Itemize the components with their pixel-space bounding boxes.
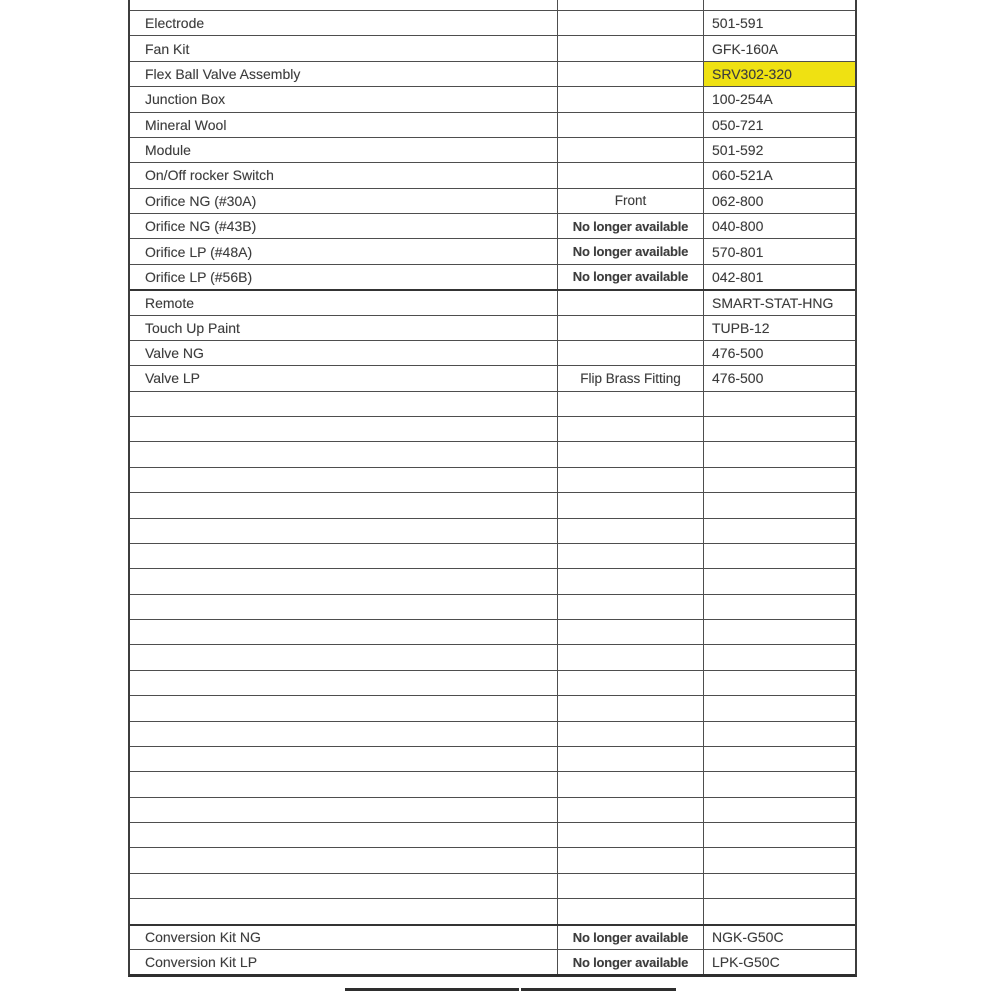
part-number-cell: 062-800 bbox=[712, 192, 764, 209]
part-number-cell-highlighted: SRV302-320 bbox=[704, 62, 855, 86]
note-cell bbox=[558, 113, 704, 137]
part-name-cell: Electrode bbox=[130, 11, 558, 35]
note-cell bbox=[558, 0, 704, 10]
part-number-cell bbox=[704, 747, 855, 771]
part-name-cell bbox=[130, 0, 558, 10]
part-number-cell bbox=[704, 899, 855, 923]
empty-table-row bbox=[130, 441, 855, 466]
empty-table-row bbox=[130, 543, 855, 568]
part-name-cell bbox=[130, 874, 558, 898]
part-name-cell: Valve NG bbox=[130, 341, 558, 365]
note-cell bbox=[558, 392, 704, 416]
part-number-cell bbox=[704, 823, 855, 847]
part-number-cell bbox=[704, 722, 855, 746]
part-name-cell: Conversion Kit LP bbox=[130, 950, 558, 974]
part-number-cell bbox=[704, 848, 855, 872]
empty-table-row bbox=[130, 594, 855, 619]
note-cell bbox=[558, 544, 704, 568]
part-name-cell: Conversion Kit NG bbox=[130, 926, 558, 949]
part-number-cell bbox=[704, 645, 855, 669]
part-name-cell: On/Off rocker Switch bbox=[130, 163, 558, 187]
part-name-cell bbox=[130, 544, 558, 568]
parts-table-body bbox=[130, 10, 855, 974]
empty-table-row bbox=[130, 847, 855, 872]
part-number-cell bbox=[704, 874, 855, 898]
table-row bbox=[130, 949, 855, 974]
part-number-cell: 476-500 bbox=[712, 370, 764, 387]
part-number-cell bbox=[704, 519, 855, 543]
part-number-cell: 570-801 bbox=[712, 243, 764, 260]
note-cell bbox=[558, 442, 704, 466]
part-name-cell bbox=[130, 569, 558, 593]
part-number-cell: 050-721 bbox=[712, 116, 764, 133]
empty-table-row bbox=[130, 416, 855, 441]
part-name-cell: Orifice NG (#43B) bbox=[130, 214, 558, 238]
table-row bbox=[130, 213, 855, 238]
table-row bbox=[130, 61, 855, 86]
part-number-cell: NGK-G50C bbox=[712, 929, 784, 946]
note-cell bbox=[558, 291, 704, 314]
next-table-top-border bbox=[345, 988, 676, 991]
part-name-cell bbox=[130, 519, 558, 543]
table-row bbox=[130, 137, 855, 162]
part-name-cell bbox=[130, 671, 558, 695]
note-cell bbox=[558, 11, 704, 35]
part-number-cell bbox=[704, 772, 855, 796]
note-cell: Front bbox=[558, 189, 704, 213]
part-name-cell: Orifice LP (#56B) bbox=[130, 265, 558, 289]
part-name-cell bbox=[130, 620, 558, 644]
part-name-cell bbox=[130, 696, 558, 720]
part-number-cell bbox=[704, 595, 855, 619]
note-cell bbox=[558, 874, 704, 898]
part-name-cell bbox=[130, 417, 558, 441]
part-name-cell bbox=[130, 747, 558, 771]
note-cell bbox=[558, 163, 704, 187]
table-row bbox=[130, 188, 855, 213]
empty-table-row bbox=[130, 898, 855, 923]
parts-table bbox=[128, 0, 857, 977]
part-number-cell: 501-591 bbox=[712, 15, 764, 32]
part-number-cell: 060-521A bbox=[712, 167, 773, 184]
empty-table-row bbox=[130, 619, 855, 644]
part-name-cell bbox=[130, 772, 558, 796]
part-number-cell: LPK-G50C bbox=[712, 954, 780, 971]
table-row bbox=[130, 315, 855, 340]
table-row bbox=[130, 289, 855, 314]
note-cell bbox=[558, 36, 704, 60]
part-number-cell: TUPB-12 bbox=[712, 319, 770, 336]
note-cell bbox=[558, 722, 704, 746]
next-table-border-segment bbox=[521, 988, 676, 991]
part-name-cell: Mineral Wool bbox=[130, 113, 558, 137]
part-number-cell bbox=[704, 442, 855, 466]
note-cell: No longer available bbox=[558, 214, 704, 238]
empty-table-row bbox=[130, 822, 855, 847]
note-cell bbox=[558, 899, 704, 923]
part-name-cell: Orifice LP (#48A) bbox=[130, 239, 558, 263]
empty-table-row bbox=[130, 670, 855, 695]
part-name-cell bbox=[130, 442, 558, 466]
note-cell: Flip Brass Fitting bbox=[558, 366, 704, 390]
part-number-cell bbox=[704, 620, 855, 644]
note-cell bbox=[558, 341, 704, 365]
empty-table-row bbox=[130, 391, 855, 416]
empty-table-row bbox=[130, 568, 855, 593]
empty-table-row bbox=[130, 695, 855, 720]
next-table-border-segment bbox=[345, 988, 519, 991]
empty-table-row bbox=[130, 746, 855, 771]
note-cell bbox=[558, 620, 704, 644]
part-name-cell: Valve LP bbox=[130, 366, 558, 390]
table-row bbox=[130, 112, 855, 137]
part-number-cell bbox=[704, 392, 855, 416]
note-cell bbox=[558, 772, 704, 796]
table-row bbox=[130, 10, 855, 35]
note-cell bbox=[558, 468, 704, 492]
part-name-cell: Orifice NG (#30A) bbox=[130, 189, 558, 213]
note-cell bbox=[558, 798, 704, 822]
part-name-cell: Remote bbox=[130, 291, 558, 314]
table-row bbox=[130, 264, 855, 289]
part-number-cell: 040-800 bbox=[712, 218, 764, 235]
table-row bbox=[130, 365, 855, 390]
note-cell bbox=[558, 493, 704, 517]
table-row bbox=[130, 340, 855, 365]
part-number-cell bbox=[704, 798, 855, 822]
part-number-cell bbox=[704, 696, 855, 720]
part-number-cell bbox=[704, 544, 855, 568]
part-name-cell: Module bbox=[130, 138, 558, 162]
part-name-cell: Touch Up Paint bbox=[130, 316, 558, 340]
note-cell bbox=[558, 316, 704, 340]
part-number-cell bbox=[704, 493, 855, 517]
empty-table-row bbox=[130, 518, 855, 543]
note-cell bbox=[558, 671, 704, 695]
part-number-cell bbox=[704, 671, 855, 695]
part-name-cell bbox=[130, 823, 558, 847]
table-row bbox=[130, 924, 855, 949]
note-cell bbox=[558, 645, 704, 669]
part-number-cell: SMART-STAT-HNG bbox=[712, 294, 834, 311]
part-name-cell: Flex Ball Valve Assembly bbox=[130, 62, 558, 86]
part-name-cell bbox=[130, 798, 558, 822]
note-cell: No longer available bbox=[558, 926, 704, 949]
part-name-cell bbox=[130, 392, 558, 416]
note-cell bbox=[558, 62, 704, 86]
empty-table-row bbox=[130, 873, 855, 898]
part-name-cell bbox=[130, 899, 558, 923]
note-cell bbox=[558, 569, 704, 593]
part-number-cell bbox=[704, 569, 855, 593]
note-cell bbox=[558, 87, 704, 111]
table-row bbox=[130, 238, 855, 263]
cut-off-row-top bbox=[130, 0, 855, 10]
note-cell: No longer available bbox=[558, 265, 704, 289]
note-cell bbox=[558, 848, 704, 872]
part-number-cell: 476-500 bbox=[712, 345, 764, 362]
empty-table-row bbox=[130, 492, 855, 517]
part-name-cell: Junction Box bbox=[130, 87, 558, 111]
part-number-cell bbox=[704, 468, 855, 492]
note-cell: No longer available bbox=[558, 950, 704, 974]
note-cell bbox=[558, 747, 704, 771]
part-name-cell bbox=[130, 722, 558, 746]
note-cell: No longer available bbox=[558, 239, 704, 263]
part-name-cell bbox=[130, 468, 558, 492]
part-number-cell: 100-254A bbox=[712, 91, 773, 108]
note-cell bbox=[558, 519, 704, 543]
note-cell bbox=[558, 823, 704, 847]
part-number-cell: GFK-160A bbox=[712, 40, 779, 57]
part-name-cell bbox=[130, 595, 558, 619]
note-cell bbox=[558, 696, 704, 720]
part-number-cell: 042-801 bbox=[712, 268, 764, 285]
empty-table-row bbox=[130, 644, 855, 669]
part-name-cell: Fan Kit bbox=[130, 36, 558, 60]
part-name-cell bbox=[130, 645, 558, 669]
note-cell bbox=[558, 595, 704, 619]
table-row bbox=[130, 35, 855, 60]
empty-table-row bbox=[130, 721, 855, 746]
table-row bbox=[130, 162, 855, 187]
part-name-cell bbox=[130, 848, 558, 872]
part-name-cell bbox=[130, 493, 558, 517]
part-number-cell: 501-592 bbox=[712, 142, 764, 159]
note-cell bbox=[558, 138, 704, 162]
part-number-cell bbox=[704, 417, 855, 441]
table-row bbox=[130, 86, 855, 111]
empty-table-row bbox=[130, 467, 855, 492]
note-cell bbox=[558, 417, 704, 441]
empty-table-row bbox=[130, 797, 855, 822]
part-number-cell bbox=[704, 0, 855, 10]
empty-table-row bbox=[130, 771, 855, 796]
